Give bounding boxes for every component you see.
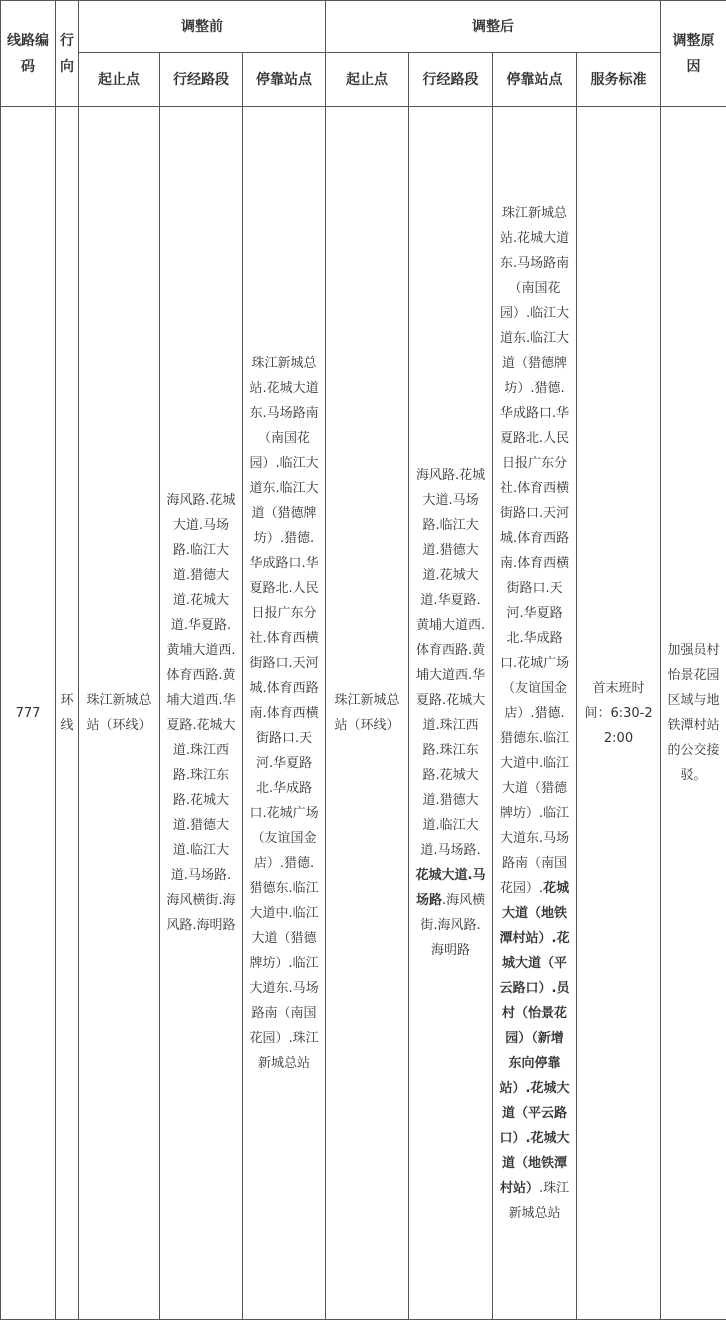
cell-before-terminals: 珠江新城总站（环线）	[79, 107, 160, 1320]
cell-after-stops	[493, 107, 577, 1320]
cell-after-service: 首末班时间：6:30-22:00	[577, 107, 661, 1320]
cell-before-route: 海风路.花城大道.马场路.临江大道.猎德大道.花城大道.华夏路.黄埔大道西.体育西路.黄埔大道西.华夏路.花城大道.珠江西路.珠江东路.花城大道.猎德大道.临江大道.马场路.海风横街.海风路.海明路	[160, 107, 243, 1320]
header-before-terminals: 起止点	[79, 53, 160, 107]
cell-route-code: 777	[1, 107, 56, 1320]
header-after-service: 服务标准	[577, 53, 661, 107]
cell-direction: 环线	[56, 107, 79, 1320]
header-after: 调整后	[326, 1, 661, 53]
header-direction: 行向	[56, 1, 79, 107]
header-before-route: 行经路段	[160, 53, 243, 107]
after-route-tail: .海风横街.海风路.海明路	[420, 893, 486, 958]
header-reason: 调整原因	[661, 1, 726, 107]
header-before-stops: 停靠站点	[243, 53, 326, 107]
cell-after-route	[409, 107, 493, 1320]
table-row	[1, 107, 726, 1320]
cell-reason: 加强员村怡景花园区域与地铁潭村站的公交接驳。	[661, 107, 726, 1320]
after-route-highlight: 花城大道.马场路	[415, 868, 486, 908]
header-route-code: 线路编码	[1, 1, 56, 107]
after-stops-highlight: 花城大道（地铁潭村站）.花城大道（平云路口）.员村（怡景花园）（新增东向停靠站）.花城大道（平云路口）.花城大道（地铁潭村站）	[499, 880, 570, 1196]
after-stops-tail: .珠江新城总站	[508, 1180, 570, 1221]
header-after-terminals: 起止点	[326, 53, 409, 107]
cell-after-terminals: 珠江新城总站（环线）	[326, 107, 409, 1320]
after-stops-normal: 珠江新城总站.花城大道东.马场路南（南国花园）.临江大道东.临江大道（猎德牌坊）.猎德.华成路口.华夏路北.人民日报广东分社.体育西横街路口.天河城.体育西路南.体育西横街路口.天河.华夏路北.华成路口.花城广场（友谊国金店）.猎德.猎德东.临江大道中.临江大道（猎德牌坊）.临江大道东.马场路南（南国花园）.	[499, 205, 570, 896]
header-before: 调整前	[79, 1, 326, 53]
cell-before-stops: 珠江新城总站.花城大道东.马场路南（南国花园）.临江大道东.临江大道（猎德牌坊）.猎德.华成路口.华夏路北.人民日报广东分社.体育西横街路口.天河城.体育西路南.体育西横街路口.天河.华夏路北.华成路口.花城广场（友谊国金店）.猎德.猎德东.临江大道中.临江大道（猎德牌坊）.临江大道东.马场路南（南国花园）.珠江新城总站	[243, 107, 326, 1320]
header-after-stops: 停靠站点	[493, 53, 577, 107]
header-after-route: 行经路段	[409, 53, 493, 107]
after-route-normal: 海风路.花城大道.马场路.临江大道.猎德大道.花城大道.华夏路.黄埔大道西.体育西路.黄埔大道西.华夏路.花城大道.珠江西路.珠江东路.花城大道.猎德大道.临江大道.马场路.	[415, 468, 486, 858]
